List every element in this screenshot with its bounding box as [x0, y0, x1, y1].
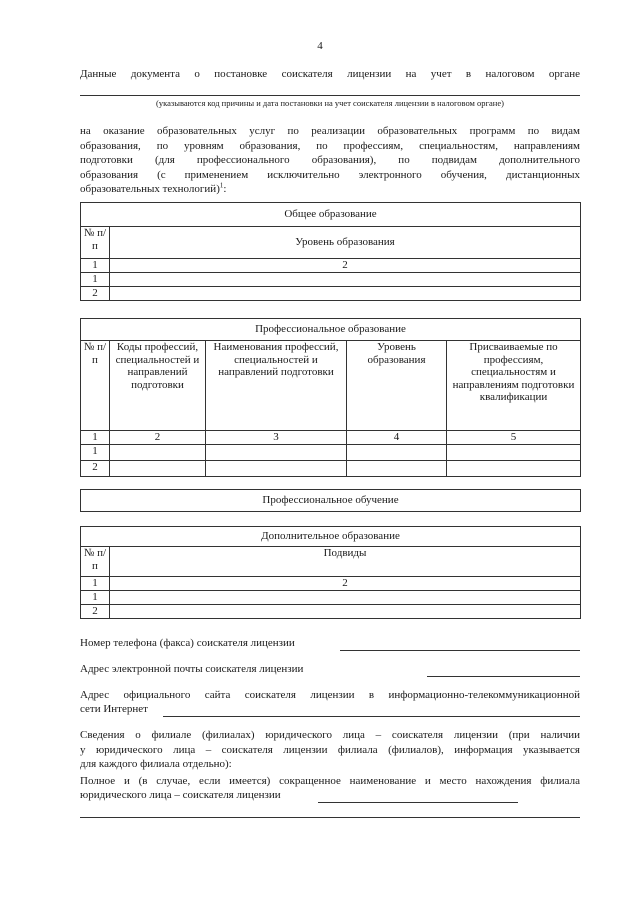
branch-name-label-line2: юридического лица – соискателя лицензии: [80, 789, 281, 801]
intro-last-line: [80, 182, 580, 197]
intro-line: подготовки (для профессионального образования), по подвидам дополнительного: [80, 154, 580, 166]
additional-index-cell: 2: [110, 577, 581, 591]
table-row: [81, 287, 581, 301]
professional-qualifications-cell[interactable]: [447, 461, 581, 477]
table-row: [81, 591, 581, 605]
website-label-line2: сети Интернет: [80, 703, 148, 715]
additional-subtype-cell[interactable]: [110, 591, 581, 605]
professional-index-cell: 1: [81, 431, 110, 445]
intro-paragraph: [80, 124, 580, 197]
professional-level-cell[interactable]: [347, 461, 447, 477]
professional-codes-cell[interactable]: [110, 445, 206, 461]
professional-col-number: № п/п: [81, 341, 110, 431]
professional-col-level: Уровень образования: [347, 341, 447, 431]
additional-index-cell: 1: [81, 577, 110, 591]
email-field-line[interactable]: [427, 676, 580, 677]
phone-field-line[interactable]: [340, 650, 580, 651]
row-number: 2: [81, 605, 110, 619]
footnote-mark: 1: [219, 181, 224, 190]
phone-label: Номер телефона (факса) соискателя лицензии: [80, 637, 295, 649]
website-label-line1: Адрес официального сайта соискателя лицензии в информационно-телекоммуникационной: [80, 689, 580, 701]
general-level-cell[interactable]: [110, 287, 581, 301]
general-level-cell[interactable]: [110, 273, 581, 287]
general-education-table: [80, 202, 581, 301]
row-number: 1: [81, 445, 110, 461]
branch-line: Сведения о филиале (филиалах) юридического лица – соискателя лицензии (при наличии: [80, 729, 580, 741]
intro-line: образования (с применением исключительно электронного обучения, дистанционных: [80, 168, 580, 181]
row-number: 2: [81, 461, 110, 477]
professional-index-cell: 4: [347, 431, 447, 445]
additional-col-number: № п/п: [81, 547, 110, 577]
email-label: Адрес электронной почты соискателя лицензии: [80, 663, 304, 675]
page-number: 4: [317, 40, 323, 52]
professional-education-table: [80, 318, 581, 477]
tax-registration-field-line[interactable]: [80, 95, 580, 96]
professional-codes-cell[interactable]: [110, 461, 206, 477]
table-row: [81, 461, 581, 477]
website-field-line[interactable]: [163, 716, 580, 717]
additional-education-title: Дополнительное образование: [81, 527, 581, 547]
general-col-level: Уровень образования: [110, 227, 581, 259]
intro-tail: :: [223, 183, 227, 195]
branch-name-continuation-line[interactable]: [80, 817, 580, 818]
branch-last-line: для каждого филиала отдельно):: [80, 758, 232, 770]
intro-last-text: образовательных технологий): [80, 183, 220, 195]
professional-col-names: Наименования профессий, специальностей и направлений подготовки: [206, 341, 347, 431]
branch-paragraph: [80, 728, 580, 772]
professional-col-codes: Коды профессий, специальностей и направлений подготовки: [110, 341, 206, 431]
tax-registration-hint: (указываются код причины и дата постановки на учет соискателя лицензии в налоговом органе): [156, 98, 504, 108]
additional-education-table: [80, 526, 581, 619]
branch-name-field-line[interactable]: [318, 802, 518, 803]
professional-names-cell[interactable]: [206, 461, 347, 477]
tax-registration-label: Данные документа о постановке соискателя лицензии на учет в налоговом органе: [80, 68, 580, 80]
table-row: [81, 273, 581, 287]
general-education-title: Общее образование: [81, 203, 581, 227]
professional-index-cell: 2: [110, 431, 206, 445]
row-number: 1: [81, 591, 110, 605]
branch-line: у юридического лица – соискателя лицензии филиала (филиалов), информация указывается: [80, 743, 580, 756]
general-index-cell: 2: [110, 259, 581, 273]
table-row: [81, 605, 581, 619]
professional-names-cell[interactable]: [206, 445, 347, 461]
table-row: [81, 445, 581, 461]
additional-col-subtypes: Подвиды: [110, 547, 581, 577]
professional-education-title: Профессиональное образование: [81, 319, 581, 341]
professional-training-table: [80, 489, 581, 512]
general-index-cell: 1: [81, 259, 110, 273]
professional-level-cell[interactable]: [347, 445, 447, 461]
branch-name-label-line1: Полное и (в случае, если имеется) сокращенное наименование и место нахождения филиала: [80, 775, 580, 787]
row-number: 1: [81, 273, 110, 287]
intro-line: на оказание образовательных услуг по реализации образовательных программ по видам: [80, 125, 580, 137]
professional-col-qualifications: Присваиваемые по профессиям, специальностям и направлениям подготовки квалификации: [447, 341, 581, 431]
professional-qualifications-cell[interactable]: [447, 445, 581, 461]
professional-index-cell: 5: [447, 431, 581, 445]
additional-subtype-cell[interactable]: [110, 605, 581, 619]
row-number: 2: [81, 287, 110, 301]
professional-training-title: Профессиональное обучение: [81, 490, 581, 512]
professional-index-cell: 3: [206, 431, 347, 445]
general-col-number: № п/п: [81, 227, 110, 259]
intro-line: образования, по уровням образования, по профессиям, специальностям, направлениям: [80, 139, 580, 152]
